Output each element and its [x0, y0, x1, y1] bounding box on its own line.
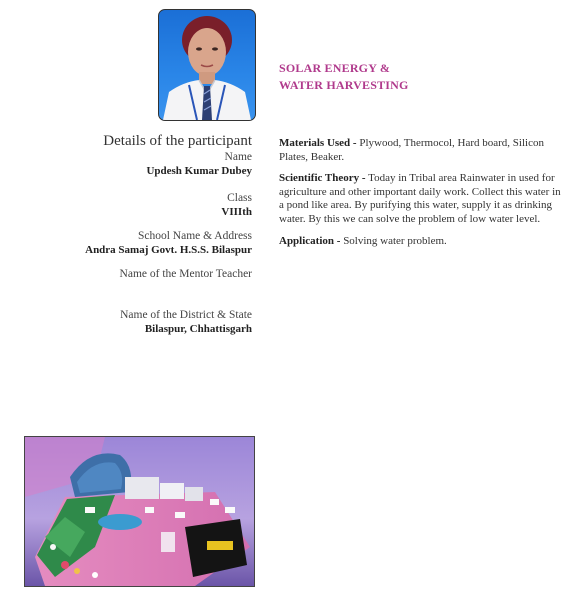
- project-title: [279, 60, 409, 94]
- theory-text: Today in Tribal area Rainwater in used for agriculture and other important daily work. Collect this water in a pond like area. By purifying this water, supply it as drinking water. By this we can solve the problem of low water level.: [279, 172, 561, 225]
- project-description: [279, 137, 563, 256]
- district-label: Name of the District & State: [120, 309, 252, 321]
- participant-school: Andra Samaj Govt. H.S.S. Bilaspur: [85, 244, 252, 256]
- name-label: Name: [224, 151, 252, 163]
- theory-paragraph: [279, 172, 563, 226]
- application-label: Application -: [279, 234, 341, 247]
- project-title-line2: WATER HARVESTING: [279, 78, 409, 92]
- participant-details: [12, 132, 252, 336]
- details-heading: Details of the participant: [103, 133, 252, 149]
- project-model-photo: [24, 436, 255, 587]
- mentor-label: Name of the Mentor Teacher: [119, 268, 252, 280]
- school-label: School Name & Address: [137, 230, 252, 242]
- participant-district: Bilaspur, Chhattisgarh: [144, 323, 252, 335]
- materials-text: Plywood, Thermocol, Hard board, Silicon Plates, Beaker.: [279, 137, 544, 163]
- application-text: Solving water problem.: [340, 234, 447, 247]
- participant-photo: [158, 9, 256, 121]
- class-label: Class: [227, 192, 252, 204]
- project-title-line1: SOLAR ENERGY &: [279, 61, 391, 75]
- materials-paragraph: [279, 137, 563, 164]
- participant-name: Updesh Kumar Dubey: [146, 165, 252, 177]
- theory-label: Scientific Theory -: [279, 172, 366, 185]
- participant-class: VIIIth: [221, 206, 252, 218]
- application-paragraph: [279, 235, 563, 249]
- materials-label: Materials Used -: [279, 137, 357, 149]
